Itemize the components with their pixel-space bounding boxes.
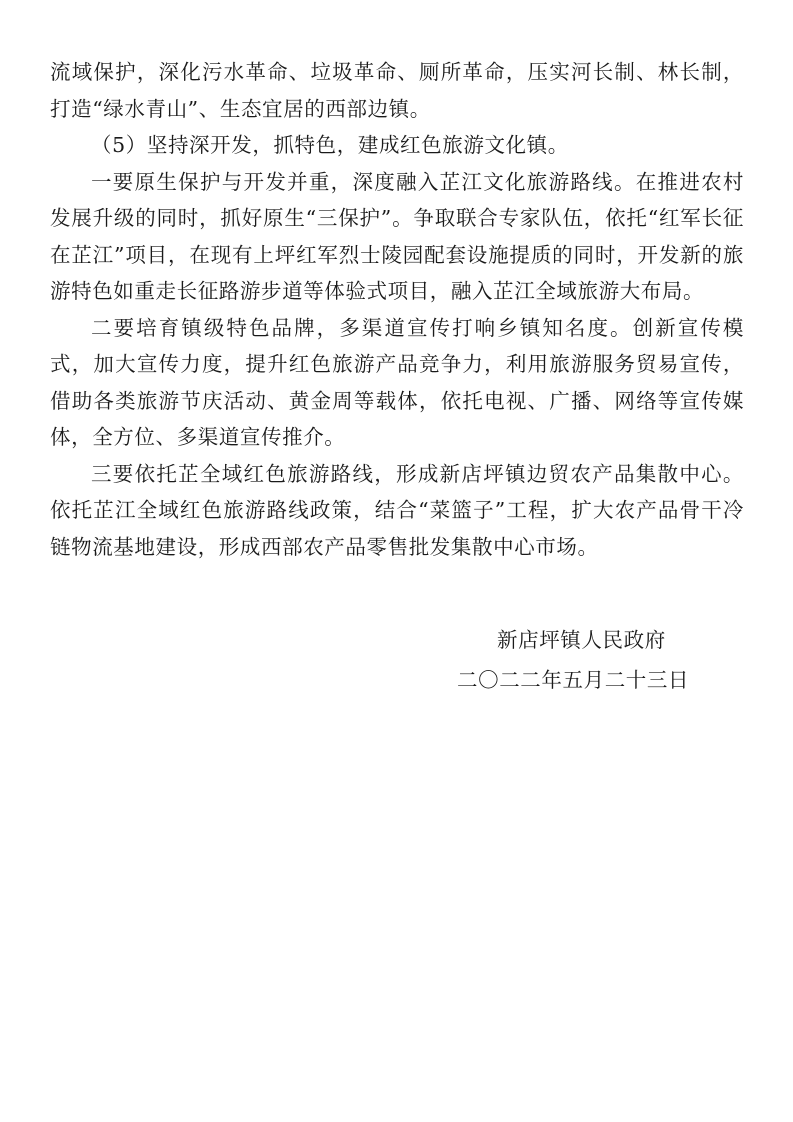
paragraph-brand-promotion: 二要培育镇级特色品牌，多渠道宣传打响乡镇知名度。创新宣传模式，加大宣传力度，提升红色旅游产品竞争力，利用旅游服务贸易宣传，借助各类旅游节庆活动、黄金周等载体，依托电视、广播、网络等宣传媒体，全方位、多渠道宣传推介。 (50, 315, 744, 449)
paragraph-continuation: 流域保护，深化污水革命、垃圾革命、厕所革命，压实河长制、林长制，打造“绿水青山”、生态宜居的西部边镇。 (50, 60, 744, 121)
document-body (50, 54, 744, 565)
signature-organization: 新店坪镇人民政府 (497, 628, 666, 652)
section-heading: （5）坚持深开发，抓特色，建成红色旅游文化镇。 (91, 133, 569, 157)
paragraph-tourism-protection: 一要原生保护与开发并重，深度融入芷江文化旅游路线。在推进农村发展升级的同时，抓好原生“三保护”。争取联合专家队伍，依托“红军长征在芷江”项目，在现有上坪红军烈士陵园配套设施提质的同时，开发新的旅游特色如重走长征路游步道等体验式项目，融入芷江全域旅游大布局。 (50, 169, 744, 303)
signature-date: 二〇二二年五月二十三日 (457, 668, 690, 692)
paragraph-distribution-center: 三要依托芷全域红色旅游路线，形成新店坪镇边贸农产品集散中心。依托芷江全域红色旅游路线政策，结合“菜篮子”工程，扩大农产品骨干冷链物流基地建设，形成西部农产品零售批发集散中心市场。 (50, 461, 744, 559)
